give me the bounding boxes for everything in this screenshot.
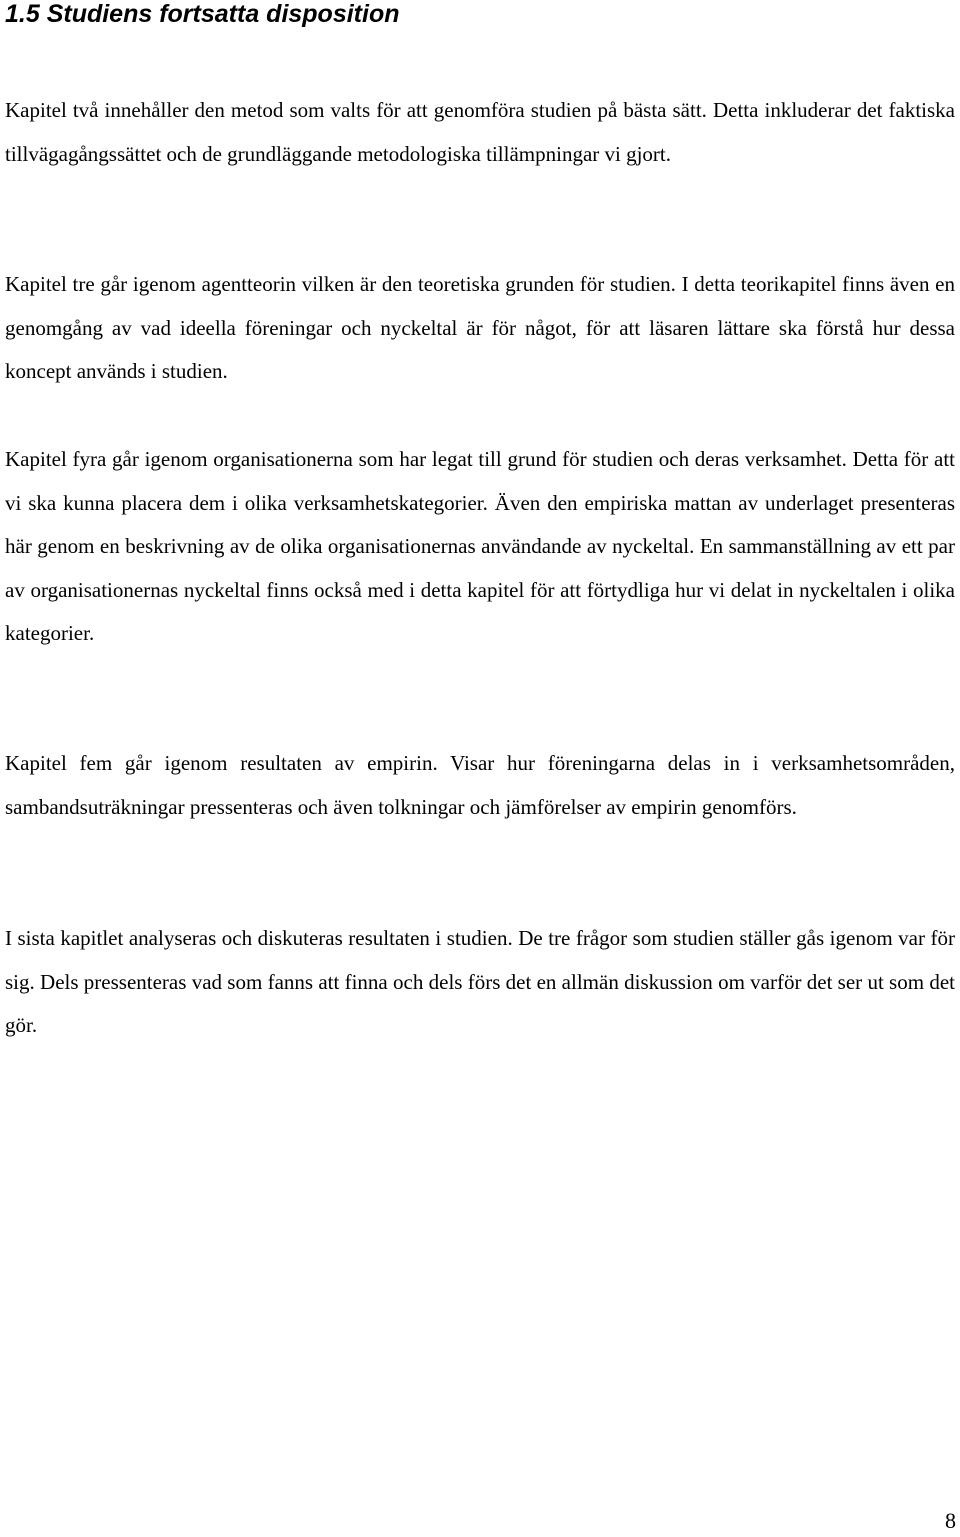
paragraph-chapter-two: Kapitel två innehåller den metod som valts för att genomföra studien på bästa sätt. Detta inkluderar det faktiska tillvägagångssättet och de grundläggande metodologiska tillämpningar vi gjort.: [5, 98, 955, 166]
paragraph-last-chapter: I sista kapitlet analyseras och diskuteras resultaten i studien. De tre frågor som studien ställer gås igenom var för sig. Dels pressenteras vad som fanns att finna och dels förs det en allmän diskussion om varför det ser ut som det gör.: [5, 926, 955, 1037]
paragraph-chapter-four: Kapitel fyra går igenom organisationerna som har legat till grund för studien och deras verksamhet. Detta för att vi ska kunna placera dem i olika verksamhetskategorier. Även den empiriska mattan av underlaget presenteras här genom en beskrivning av de olika organisationernas användande av nyckeltal. En sammanställning av ett par av organisationernas nyckeltal finns också med i detta kapitel för att förtydliga hur vi delat in nyckeltalen i olika kategorier.: [5, 447, 955, 645]
paragraph-chapter-five: Kapitel fem går igenom resultaten av empirin. Visar hur föreningarna delas in i verksamhetsområden, sambandsuträkningar pressenteras och även tolkningar och jämförelser av empirin genomförs.: [5, 751, 955, 819]
page-number: 8: [945, 1508, 956, 1533]
paragraph-chapter-three: Kapitel tre går igenom agentteorin vilken är den teoretiska grunden för studien. I detta teorikapitel finns även en genomgång av vad ideella föreningar och nyckeltal är för något, för att läsaren lättare ska förstå hur dessa koncept används i studien.: [5, 272, 955, 383]
section-heading: 1.5 Studiens fortsatta disposition: [5, 0, 400, 28]
